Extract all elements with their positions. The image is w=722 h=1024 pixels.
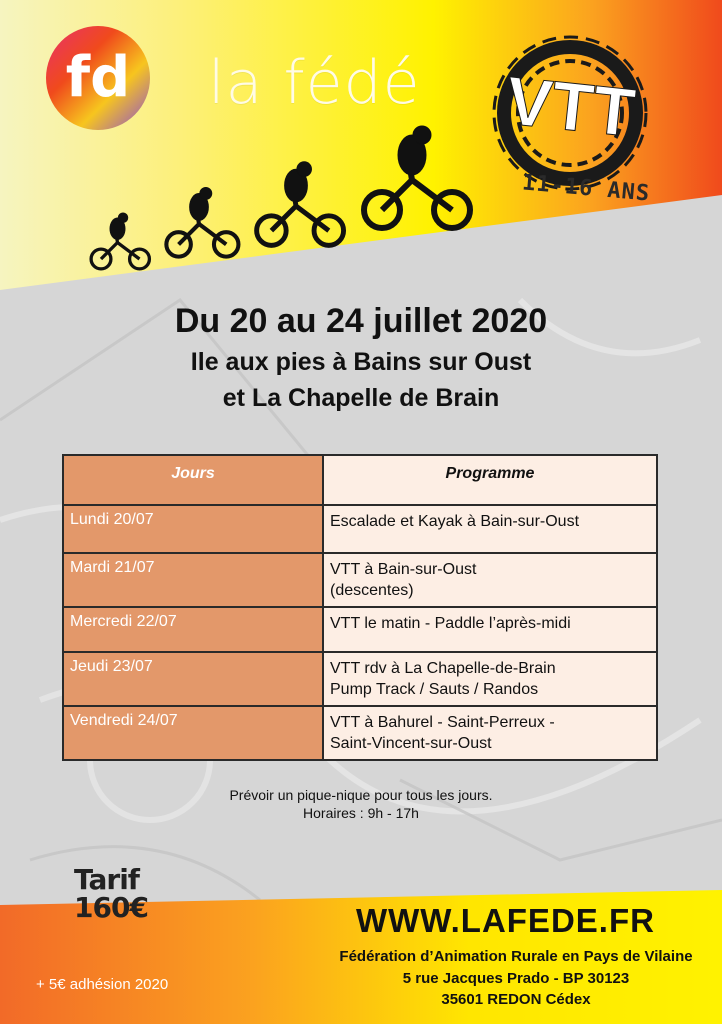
event-location-line1: Ile aux pies à Bains sur Oust	[190, 348, 532, 376]
cyclist-icon	[166, 187, 238, 256]
program-table	[62, 454, 658, 761]
price-label: Tarif	[74, 863, 139, 896]
table-row	[63, 505, 657, 553]
activity-cell	[323, 607, 657, 652]
activity-cell	[323, 706, 657, 760]
header-programme: Programme	[323, 455, 657, 505]
logo-text: fd	[65, 45, 131, 110]
day-cell: Jeudi 23/07	[63, 652, 323, 706]
activity-cell	[323, 505, 657, 553]
city-address: 35601 REDON Cédex	[441, 991, 591, 1008]
membership-fee: + 5€ adhésion 2020	[36, 976, 169, 993]
activity-line: Saint-Vincent-sur-Oust	[330, 735, 492, 752]
cyclist-icon	[364, 126, 470, 228]
header-jours: Jours	[63, 455, 323, 505]
activity-line: (descentes)	[330, 582, 414, 599]
day-cell: Lundi 20/07	[63, 505, 323, 553]
cyclists-illustration	[80, 115, 480, 275]
cyclist-icon	[91, 213, 149, 269]
table-row	[63, 652, 657, 706]
hours-note: Horaires : 9h - 17h	[303, 805, 419, 821]
table-row	[63, 607, 657, 652]
event-dates: Du 20 au 24 juillet 2020	[174, 302, 548, 340]
activity-line: VTT à Bain-sur-Oust	[330, 561, 477, 578]
vtt-label: VTT	[502, 62, 639, 152]
picnic-note: Prévoir un pique-nique pour tous les jours.	[229, 787, 493, 803]
activity-line: VTT rdv à La Chapelle-de-Brain	[330, 660, 556, 677]
table-row	[63, 706, 657, 760]
price-block	[74, 863, 148, 924]
vtt-badge	[470, 28, 680, 198]
table-row	[63, 553, 657, 607]
event-location-line2: et La Chapelle de Brain	[222, 384, 500, 412]
activity-line: VTT le matin - Paddle l’après-midi	[330, 615, 571, 632]
age-range: 11-16 ANS	[521, 170, 652, 207]
brand-name: la fédé	[208, 48, 421, 118]
street-address: 5 rue Jacques Prado - BP 30123	[402, 970, 630, 987]
day-cell: Mardi 21/07	[63, 553, 323, 607]
activity-line: VTT à Bahurel - Saint-Perreux -	[330, 714, 555, 731]
activity-line: Escalade et Kayak à Bain-sur-Oust	[330, 513, 580, 530]
activity-cell	[323, 652, 657, 706]
cyclist-icon	[257, 162, 344, 246]
day-cell: Mercredi 22/07	[63, 607, 323, 652]
activity-line: Pump Track / Sauts / Randos	[330, 681, 539, 698]
price-value: 160€	[74, 891, 148, 924]
organization-name: Fédération d’Animation Rurale en Pays de Vilaine	[339, 948, 693, 965]
website-link[interactable]: WWW.LAFEDE.FR	[356, 902, 655, 939]
activity-cell	[323, 553, 657, 607]
day-cell: Vendredi 24/07	[63, 706, 323, 760]
table-header-row	[63, 455, 657, 505]
